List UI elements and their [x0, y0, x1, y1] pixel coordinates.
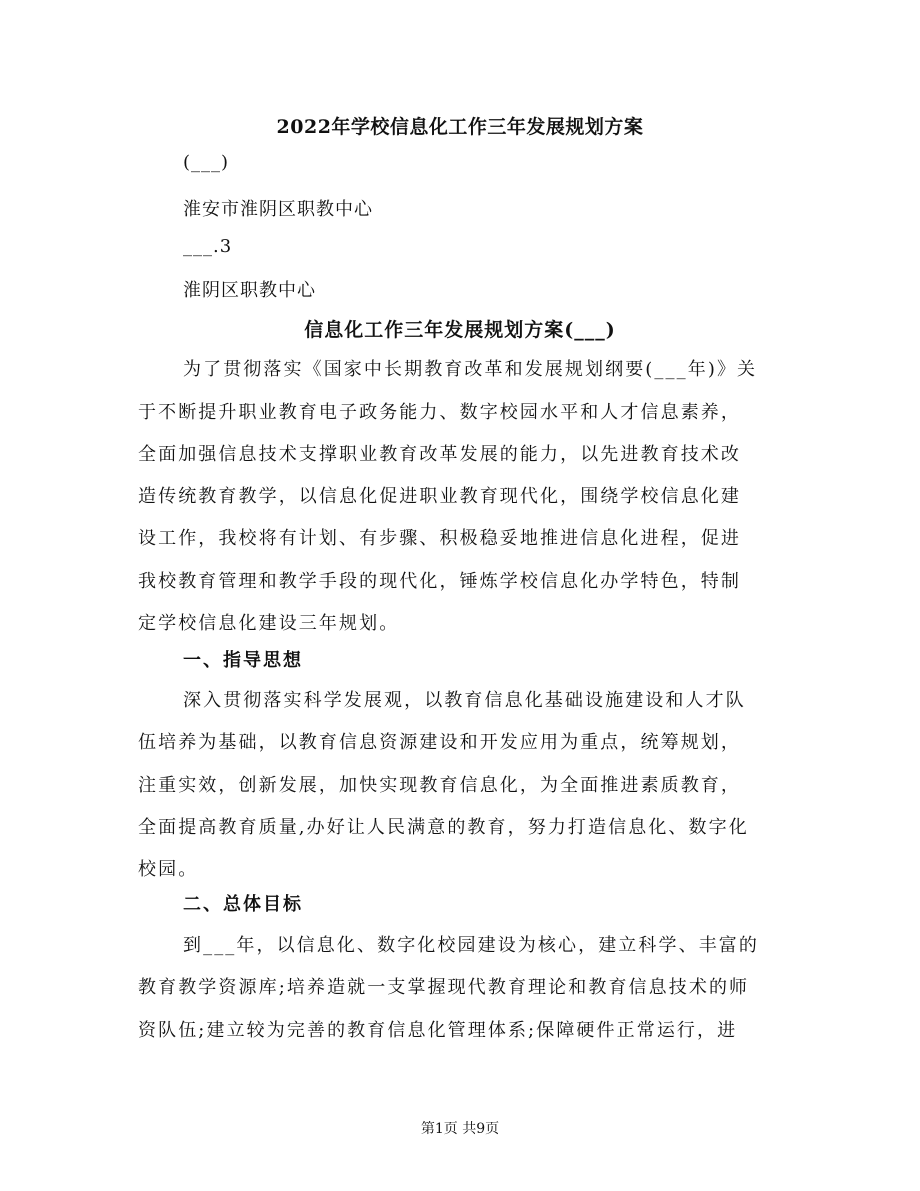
paragraph-line: 教育教学资源库;培养造就一支掌握现代教育理论和教育信息技术的师	[138, 977, 750, 998]
section-heading-overall-goals: 二、总体目标	[183, 894, 303, 915]
meta-line-date: ___.3	[183, 236, 233, 257]
meta-line-number: (___)	[183, 152, 230, 173]
paragraph-line: 于不断提升职业教育电子政务能力、数字校园水平和人才信息素养，	[138, 402, 741, 423]
paragraph-line: 造传统教育教学，以信息化促进职业教育现代化，围绕学校信息化建	[138, 486, 741, 507]
paragraph-line: 为了贯彻落实《国家中长期教育改革和发展规划纲要(___年)》关	[183, 359, 758, 380]
document-subtitle: 信息化工作三年发展规划方案(___)	[304, 319, 616, 341]
paragraph-line: 注重实效，创新发展，加快实现教育信息化，为全面推进素质教育，	[138, 775, 741, 796]
paragraph-line: 全面加强信息技术支撑职业教育改革发展的能力，以先进教育技术改	[138, 444, 741, 465]
paragraph-line: 资队伍;建立较为完善的教育信息化管理体系;保障硬件正常运行，进	[138, 1020, 738, 1041]
paragraph-line: 深入贯彻落实科学发展观，以教育信息化基础设施建设和人才队	[183, 690, 746, 711]
section-heading-guiding-ideology: 一、指导思想	[183, 650, 303, 671]
page-footer: 第1页 共9页	[420, 1121, 500, 1137]
paragraph-line: 全面提高教育质量,办好让人民满意的教育，努力打造信息化、数字化	[138, 817, 749, 838]
paragraph-line: 到___年，以信息化、数字化校园建设为核心，建立科学、丰富的	[183, 935, 759, 956]
document-title: 2022年学校信息化工作三年发展规划方案	[276, 116, 644, 138]
paragraph-line: 校园。	[138, 859, 199, 880]
paragraph-line: 我校教育管理和教学手段的现代化，锤炼学校信息化办学特色，特制	[138, 571, 741, 592]
meta-line-author: 淮阴区职教中心	[183, 280, 316, 301]
paragraph-line: 伍培养为基础，以教育信息资源建设和开发应用为重点，统筹规划，	[138, 732, 741, 753]
paragraph-line: 设工作，我校将有计划、有步骤、积极稳妥地推进信息化进程，促进	[138, 528, 741, 549]
meta-line-institution: 淮安市淮阴区职教中心	[183, 199, 373, 220]
paragraph-line: 定学校信息化建设三年规划。	[138, 613, 400, 634]
